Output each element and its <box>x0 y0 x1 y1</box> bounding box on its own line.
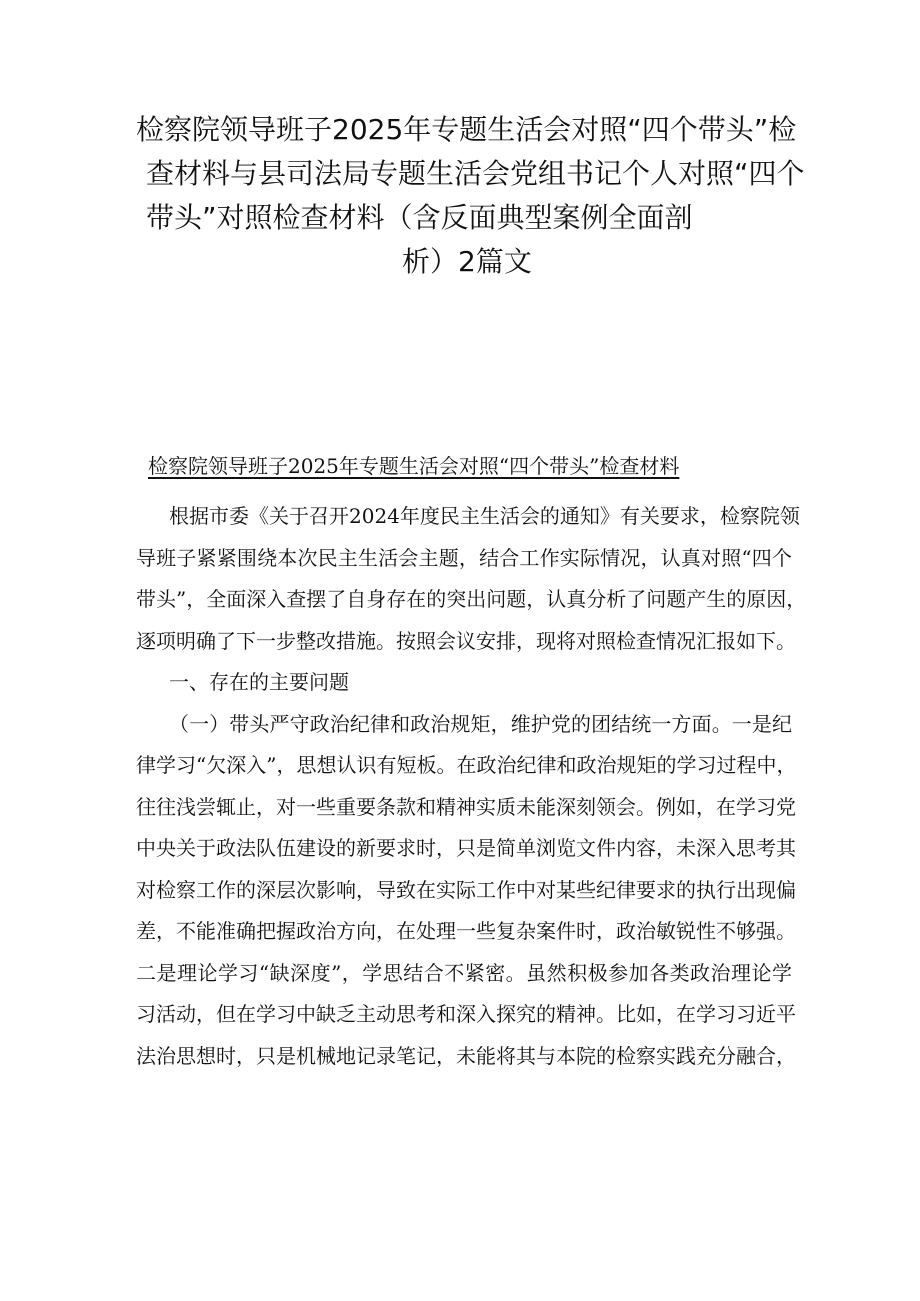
section-heading: 检察院领导班子2025年专题生活会对照“四个带头”检查材料 <box>148 454 680 478</box>
paragraph-1-line: 根据市委《关于召开2024年度民主生活会的通知》有关要求，检察院领 <box>169 504 800 528</box>
document-title <box>120 108 805 284</box>
title-line-3: 带头”对照检查材料（含反面典型案例全面剖 <box>146 201 693 234</box>
paragraph-2-line: 差，不能准确把握政治方向，在处理一些复杂案件时，政治敏锐性不够强。 <box>136 919 796 943</box>
paragraph-2-line: 二是理论学习“缺深度”，学思结合不紧密。虽然积极参加各类政治理论学 <box>136 960 792 985</box>
title-line-2: 查材料与县司法局专题生活会党组书记个人对照“四个 <box>146 157 805 190</box>
title-line-1: 检察院领导班子2025年专题生活会对照“四个带头”检 <box>136 113 797 146</box>
paragraph-2-line: 往往浅尝辄止，对一些重要条款和精神实质未能深刻领会。例如，在学习党 <box>136 794 796 819</box>
title-line-4: 析）2篇文 <box>402 245 532 278</box>
paragraph-2-line: 对检察工作的深层次影响，导致在实际工作中对某些纪律要求的执行出现偏 <box>136 877 796 902</box>
subheading-main-problems: 一、存在的主要问题 <box>169 670 349 694</box>
paragraph-2-line: 中央关于政法队伍建设的新要求时，只是简单浏览文件内容，未深入思考其 <box>136 836 796 860</box>
paragraph-2-line: 习活动，但在学习中缺乏主动思考和深入探究的精神。比如，在学习习近平 <box>136 1002 796 1026</box>
paragraph-1-line: 逐项明确了下一步整改措施。按照会议安排，现将对照检查情况汇报如下。 <box>136 628 796 653</box>
document-body <box>136 496 807 1077</box>
paragraph-2-line: （一）带头严守政治纪律和政治规矩，维护党的团结统一方面。一是纪 <box>169 711 792 736</box>
paragraph-1-line: 导班子紧紧围绕本次民主生活会主题，结合工作实际情况，认真对照“四个 <box>136 545 792 570</box>
paragraph-2-line: 法治思想时，只是机械地记录笔记，未能将其与本院的检察实践充分融合， <box>136 1043 796 1068</box>
paragraph-1-line: 带头”，全面深入查摆了自身存在的突出问题，认真分析了问题产生的原因， <box>136 587 807 611</box>
paragraph-2-line: 律学习“欠深入”，思想认识有短板。在政治纪律和政治规矩的学习过程中， <box>136 753 797 777</box>
